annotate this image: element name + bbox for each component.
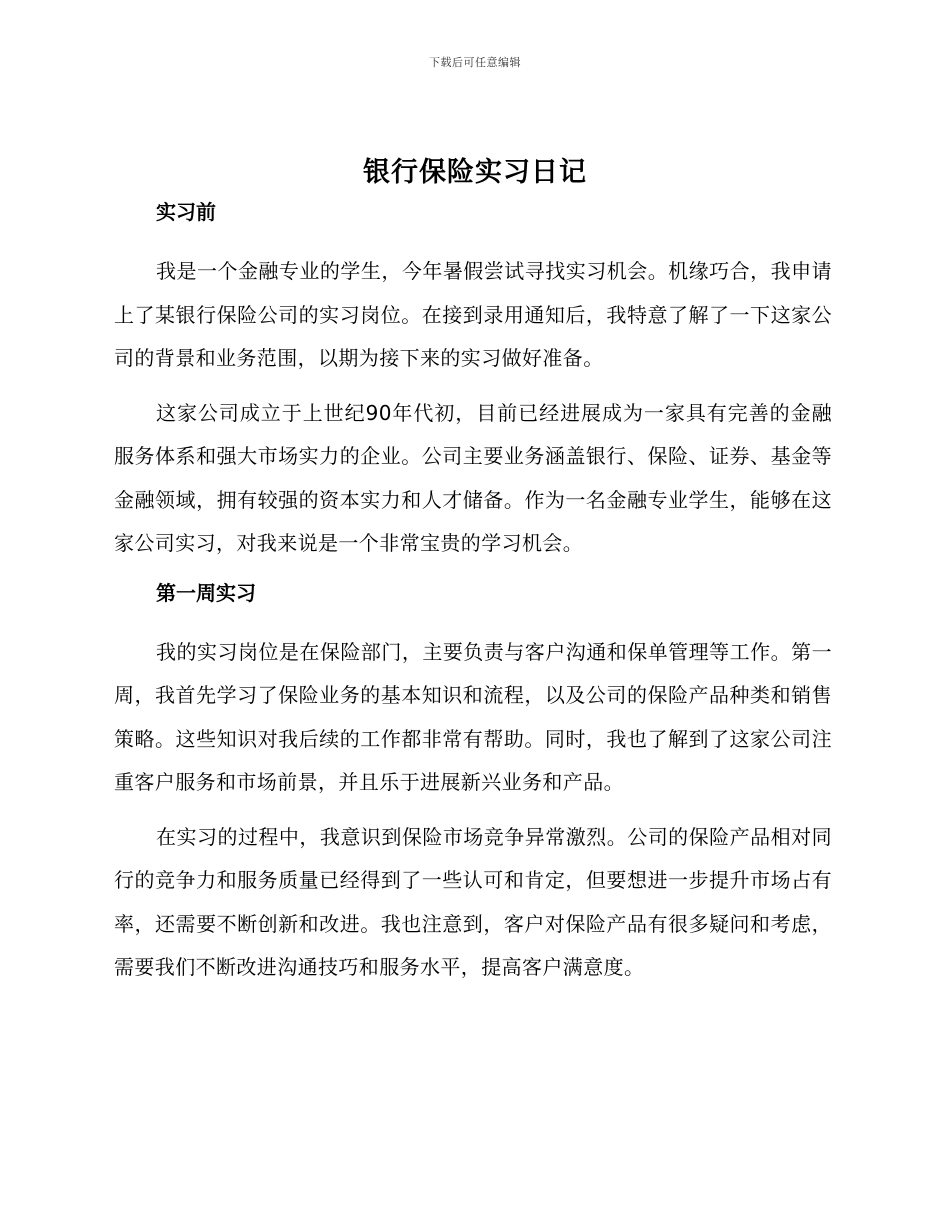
document-title: 银行保险实习日记	[363, 157, 587, 188]
paragraph: 我的实习岗位是在保险部门，主要负责与客户沟通和保单管理等工作。第一周，我首先学习了保险业务的基本知识和流程，以及公司的保险产品种类和销售策略。这些知识对我后续的工作都非常有帮助。同时，我也了解到了这家公司注重客户服务和市场前景，并且乐于进展新兴业务和产品。	[114, 639, 832, 794]
paragraph: 这家公司成立于上世纪90年代初，目前已经进展成为一家具有完善的金融服务体系和强大市场实力的企业。公司主要业务涵盖银行、保险、证券、基金等金融领域，拥有较强的资本实力和人才储备。作为一名金融专业学生，能够在这家公司实习，对我来说是一个非常宝贵的学习机会。	[114, 400, 832, 555]
document-body	[114, 196, 832, 1001]
header-note: 下载后可任意编辑	[429, 56, 521, 69]
section-heading-before-internship: 实习前	[156, 200, 216, 224]
paragraph: 我是一个金融专业的学生，今年暑假尝试寻找实习机会。机缘巧合，我申请上了某银行保险公司的实习岗位。在接到录用通知后，我特意了解了一下这家公司的背景和业务范围，以期为接下来的实习做好准备。	[114, 259, 832, 370]
paragraph: 在实习的过程中，我意识到保险市场竞争异常激烈。公司的保险产品相对同行的竞争力和服务质量已经得到了一些认可和肯定，但要想进一步提升市场占有率，还需要不断创新和改进。我也注意到，客户对保险产品有很多疑问和考虑，需要我们不断改进沟通技巧和服务水平，提高客户满意度。	[114, 824, 832, 979]
section-heading-first-week: 第一周实习	[156, 580, 256, 605]
